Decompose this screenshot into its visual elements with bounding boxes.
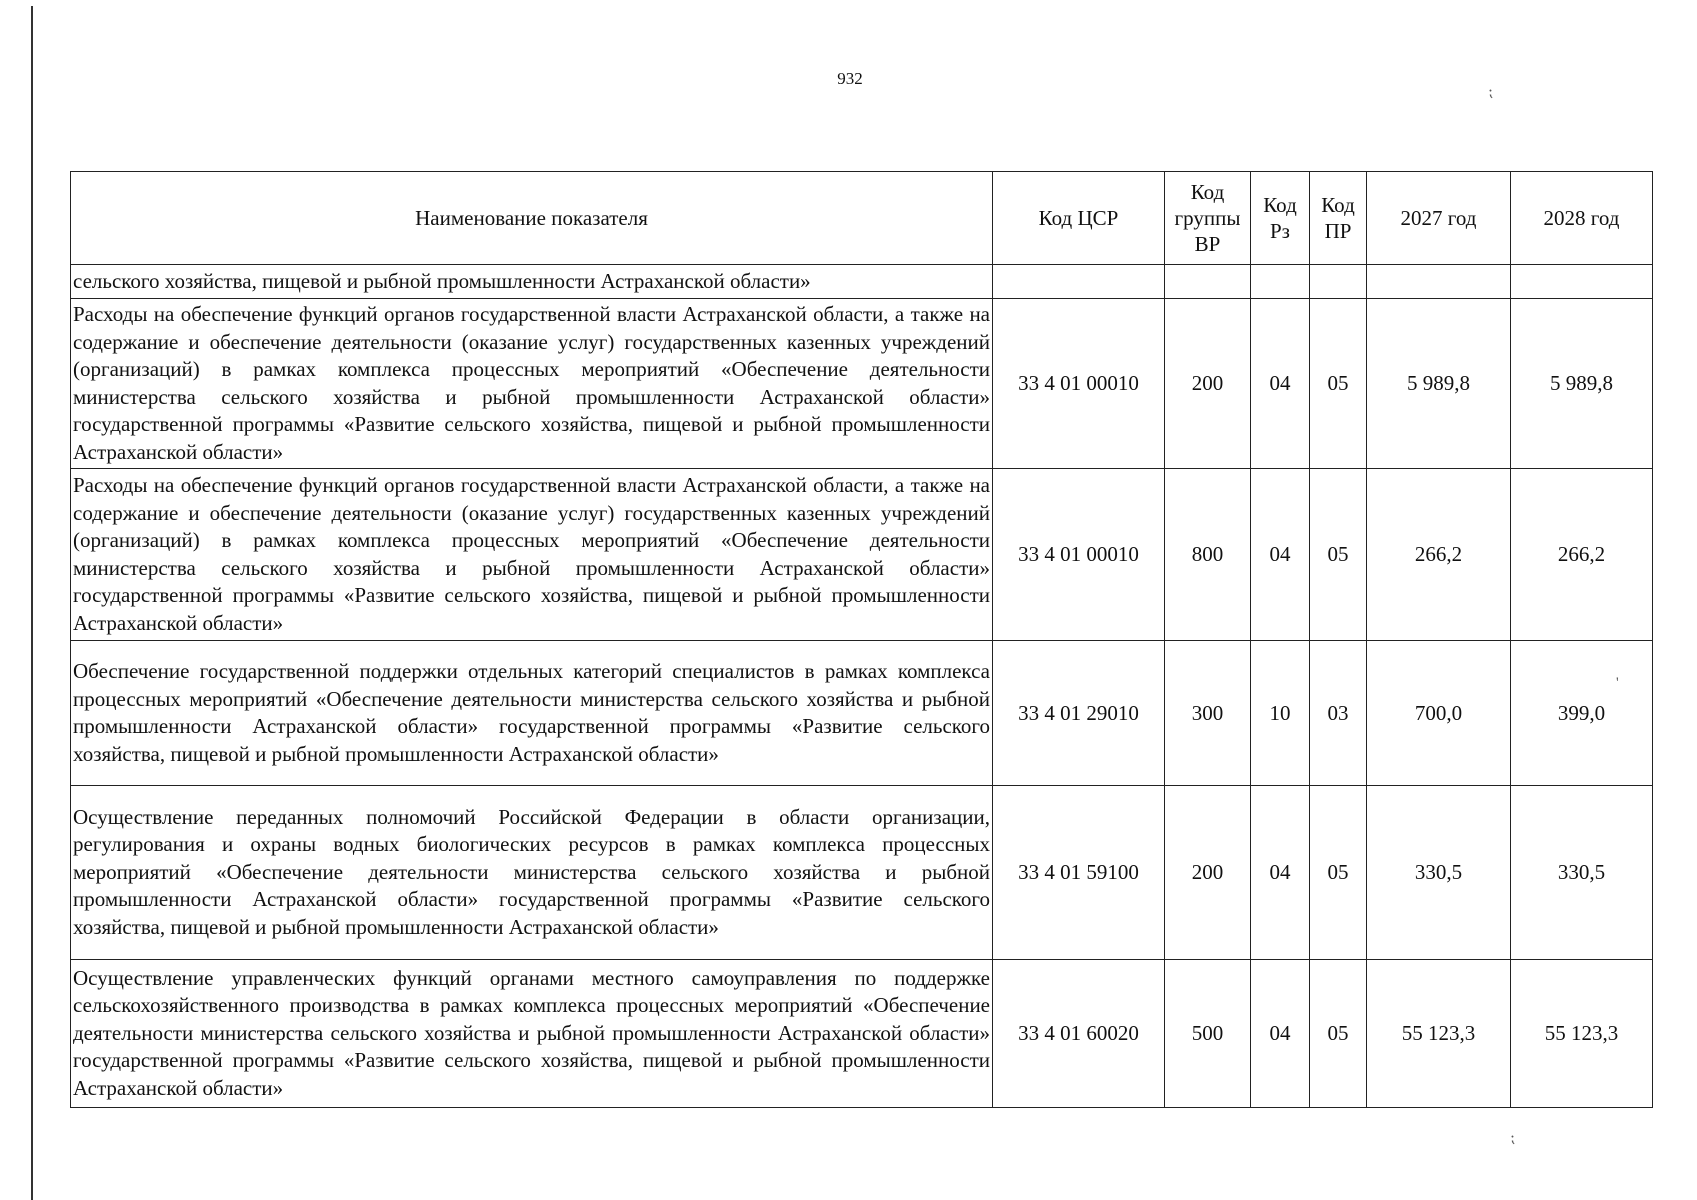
row-csr-cell: 33 4 01 29010 <box>993 641 1165 786</box>
row-rz-cell: 04 <box>1251 299 1310 469</box>
row-vr-cell: 800 <box>1165 469 1251 641</box>
row-name-cell: Расходы на обеспечение функций органов государственной власти Астраханской области, а также на содержание и обеспечение деятельности (оказание услуг) государственных казенных учреждений (организаций) в рамках комплекса процессных мероприятий «Обеспечение деятельности министерства сельского хозяйства и рыбной промышленности Астраханской области» государственной программы «Развитие сельского хозяйства, пищевой и рыбной промышленности Астраханской области» <box>71 469 993 641</box>
row-2027-cell <box>1367 265 1511 299</box>
header-vr-group-code: Код группы ВР <box>1165 172 1251 265</box>
table-header-row <box>71 172 1653 265</box>
row-pr-cell <box>1310 265 1367 299</box>
row-vr-cell: 500 <box>1165 960 1251 1108</box>
row-name-cell: сельского хозяйства, пищевой и рыбной промышленности Астраханской области» <box>71 265 993 299</box>
row-name-cell: Осуществление управленческих функций органами местного самоуправления по поддержке сельскохозяйственного производства в рамках комплекса процессных мероприятий «Обеспечение деятельности министерства сельского хозяйства и рыбной промышленности Астраханской области» государственной программы «Развитие сельского хозяйства, пищевой и рыбной промышленности Астраханской области» <box>71 960 993 1108</box>
row-rz-cell: 04 <box>1251 469 1310 641</box>
row-2028-cell <box>1511 265 1653 299</box>
row-csr-cell: 33 4 01 59100 <box>993 786 1165 960</box>
row-2028-cell: 399,0 <box>1511 641 1653 786</box>
scan-speck: ⁏ <box>1488 84 1494 100</box>
table-row <box>71 265 1653 299</box>
table-row <box>71 299 1653 469</box>
header-year-2028: 2028 год <box>1511 172 1653 265</box>
row-vr-cell <box>1165 265 1251 299</box>
page-number: 932 <box>837 69 863 88</box>
row-rz-cell: 04 <box>1251 960 1310 1108</box>
header-name: Наименование показателя <box>71 172 993 265</box>
row-pr-cell: 05 <box>1310 786 1367 960</box>
row-2027-cell: 5 989,8 <box>1367 299 1511 469</box>
left-margin-rule <box>31 6 33 1200</box>
budget-table <box>70 171 1653 1108</box>
header-pr-code: Код ПР <box>1310 172 1367 265</box>
row-rz-cell <box>1251 265 1310 299</box>
row-vr-cell: 200 <box>1165 786 1251 960</box>
header-year-2027: 2027 год <box>1367 172 1511 265</box>
scan-speck: ' <box>1616 675 1619 691</box>
row-2028-cell: 55 123,3 <box>1511 960 1653 1108</box>
header-rz-code: Код Рз <box>1251 172 1310 265</box>
row-name-cell: Расходы на обеспечение функций органов государственной власти Астраханской области, а также на содержание и обеспечение деятельности (оказание услуг) государственных казенных учреждений (организаций) в рамках комплекса процессных мероприятий «Обеспечение деятельности министерства сельского хозяйства и рыбной промышленности Астраханской области» государственной программы «Развитие сельского хозяйства, пищевой и рыбной промышленности Астраханской области» <box>71 299 993 469</box>
row-pr-cell: 05 <box>1310 299 1367 469</box>
table-row <box>71 469 1653 641</box>
row-name-cell: Обеспечение государственной поддержки отдельных категорий специалистов в рамках комплекса процессных мероприятий «Обеспечение деятельности министерства сельского хозяйства и рыбной промышленности Астраханской области» государственной программы «Развитие сельского хозяйства, пищевой и рыбной промышленности Астраханской области» <box>71 641 993 786</box>
row-csr-cell: 33 4 01 60020 <box>993 960 1165 1108</box>
scan-speck: ⁏ <box>1510 1130 1516 1146</box>
row-rz-cell: 04 <box>1251 786 1310 960</box>
row-2027-cell: 55 123,3 <box>1367 960 1511 1108</box>
row-rz-cell: 10 <box>1251 641 1310 786</box>
row-csr-cell: 33 4 01 00010 <box>993 469 1165 641</box>
row-pr-cell: 03 <box>1310 641 1367 786</box>
row-2027-cell: 330,5 <box>1367 786 1511 960</box>
row-2027-cell: 700,0 <box>1367 641 1511 786</box>
row-2028-cell: 330,5 <box>1511 786 1653 960</box>
row-vr-cell: 200 <box>1165 299 1251 469</box>
row-2028-cell: 5 989,8 <box>1511 299 1653 469</box>
row-2028-cell: 266,2 <box>1511 469 1653 641</box>
row-name-cell: Осуществление переданных полномочий Российской Федерации в области организации, регулирования и охраны водных биологических ресурсов в рамках комплекса процессных мероприятий «Обеспечение деятельности министерства сельского хозяйства и рыбной промышленности Астраханской области» государственной программы «Развитие сельского хозяйства, пищевой и рыбной промышленности Астраханской области» <box>71 786 993 960</box>
table-row <box>71 641 1653 786</box>
row-2027-cell: 266,2 <box>1367 469 1511 641</box>
header-csr-code: Код ЦСР <box>993 172 1165 265</box>
row-csr-cell: 33 4 01 00010 <box>993 299 1165 469</box>
table-row <box>71 786 1653 960</box>
row-csr-cell <box>993 265 1165 299</box>
row-pr-cell: 05 <box>1310 960 1367 1108</box>
row-vr-cell: 300 <box>1165 641 1251 786</box>
row-pr-cell: 05 <box>1310 469 1367 641</box>
table-row <box>71 960 1653 1108</box>
